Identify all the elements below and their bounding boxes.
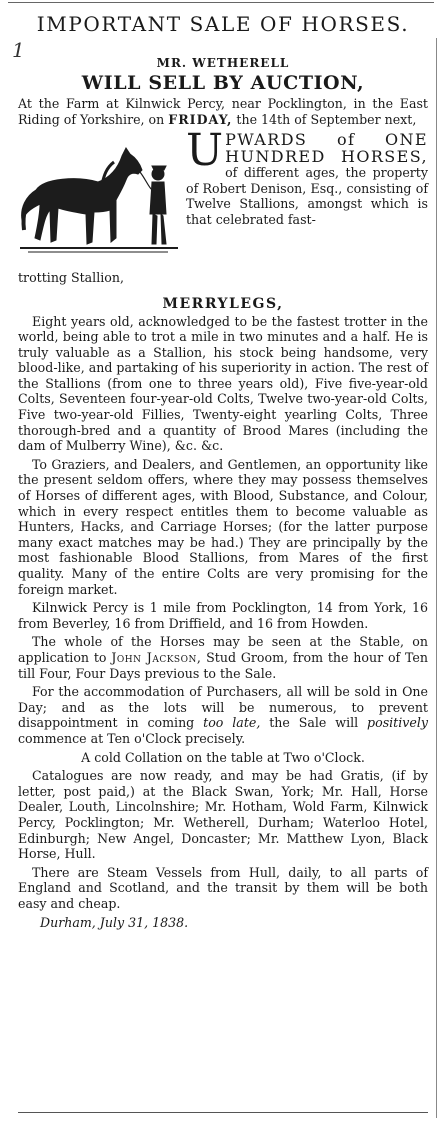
paragraph-steam-vessels: There are Steam Vessels from Hull, daily, to all parts of England and Scotland, and the transit by them will be both easy and cheap.: [18, 864, 428, 911]
feature-tail: trotting Stallion,: [18, 270, 124, 285]
venue-pre: At the Farm at Kilnwick Percy, near Pocklington, in the East Riding of Yorkshire, on: [18, 96, 428, 127]
feature-lead: PWARDS of ONE HUNDRED HORSES,: [225, 130, 428, 166]
feature-text: [186, 125, 428, 227]
venue-post: the 14th of September next,: [232, 112, 417, 127]
margin-ink-mark: 1: [12, 38, 25, 62]
feature-block: [18, 125, 428, 270]
purchasers-mid: the Sale will: [260, 715, 368, 731]
venue-day: FRIDAY,: [168, 112, 233, 127]
feature-rest: of different ages, the property of Robert Denison, Esq., consisting of Twelve Stallions, amongst which is that celebrated fast-: [186, 165, 428, 227]
paragraph-distances: Kilnwick Percy is 1 mile from Pocklington, 14 from York, 16 from Beverley, 16 from Driffield, and 16 from Howden.: [18, 600, 428, 631]
notice-title: IMPORTANT SALE OF HORSES.: [36, 12, 410, 36]
venue-line: [18, 96, 428, 128]
paragraph-viewing: [18, 634, 428, 681]
stallion-name: MERRYLEGS,: [162, 295, 284, 312]
purchasers-emphasis-late: too late,: [203, 715, 261, 731]
viewing-post: Stud Groom, from the hour of Ten till Four, Four Days previous to the Sale.: [18, 649, 428, 681]
paragraph-catalogues: Catalogues are now ready, and may be had Gratis, (if by letter, post paid,) at the Black Swan, York; Mr. Hall, Horse Dealer, Louth, Lincolnshire; Mr. Hotham, Wold Farm, Kilnwick Percy, Pocklington; Mr. Wetherell, Durham; Waterloo Hotel, Edinburgh; New Angel, Doncaster; Mr. Matthew Lyon, Black Horse, Hull.: [18, 768, 428, 862]
purchasers-post: commence at Ten o'Clock precisely.: [18, 730, 246, 746]
paragraph-merrylegs: Eight years old, acknowledged to be the fastest trotter in the world, being able to trot a mile in two minutes and a half. He is truly valuable as a Stallion, his stock being handsome, very blood-like, and partaking of his superiority in action. The rest of the Stallions (from one to three years old), Five five-year-old Colts, Seventeen four-year-old Colts, Twelve two-year-old Colts, Five two-year-old Fillies, Twenty-eight yearling Colts, Three thorough-bred and a quantity of Brood Mares (including the dam of Mulberry Wine), &c. &c.: [18, 313, 428, 454]
paragraph-purchasers: [18, 684, 428, 746]
top-rule: [8, 2, 434, 3]
signoff: Durham, July 31, 1838.: [40, 915, 189, 931]
purchasers-emphasis-positively: positively: [367, 715, 428, 731]
sale-title: WILL SELL BY AUCTION,: [81, 72, 365, 94]
horse-and-groom-icon: [18, 138, 180, 258]
paragraph-graziers: To Graziers, and Dealers, and Gentlemen, an opportunity like the present seldom offers, where they may possess themselves of Horses of different ages, with Blood, Substance, and Colour, which in every respect entitles them to become valuable as Hunters, Hacks, and Carriage Horses; (for the latter purpose many exact matches may be had.) They are principally by the most fashionable Blood Stallions, from Mares of the first quality. Many of the entire Colts are very promising for the foreign market.: [18, 456, 428, 597]
drop-cap: U: [186, 125, 224, 176]
auctioneer-name: MR. WETHERELL: [156, 56, 290, 70]
viewing-pre: The whole of the Horses may be seen at the Stable, on application to: [18, 634, 428, 665]
column-rule: [436, 38, 437, 1118]
paragraph-collation: A cold Collation on the table at Two o'Clock.: [81, 749, 365, 765]
purchasers-pre: For the accommodation of Purchasers, all will be sold in One Day; and as the lots will be numerous, to prevent disappointment in coming: [18, 684, 428, 731]
stud-groom-name: John Jackson,: [111, 649, 202, 665]
bottom-rule: [18, 1112, 428, 1113]
